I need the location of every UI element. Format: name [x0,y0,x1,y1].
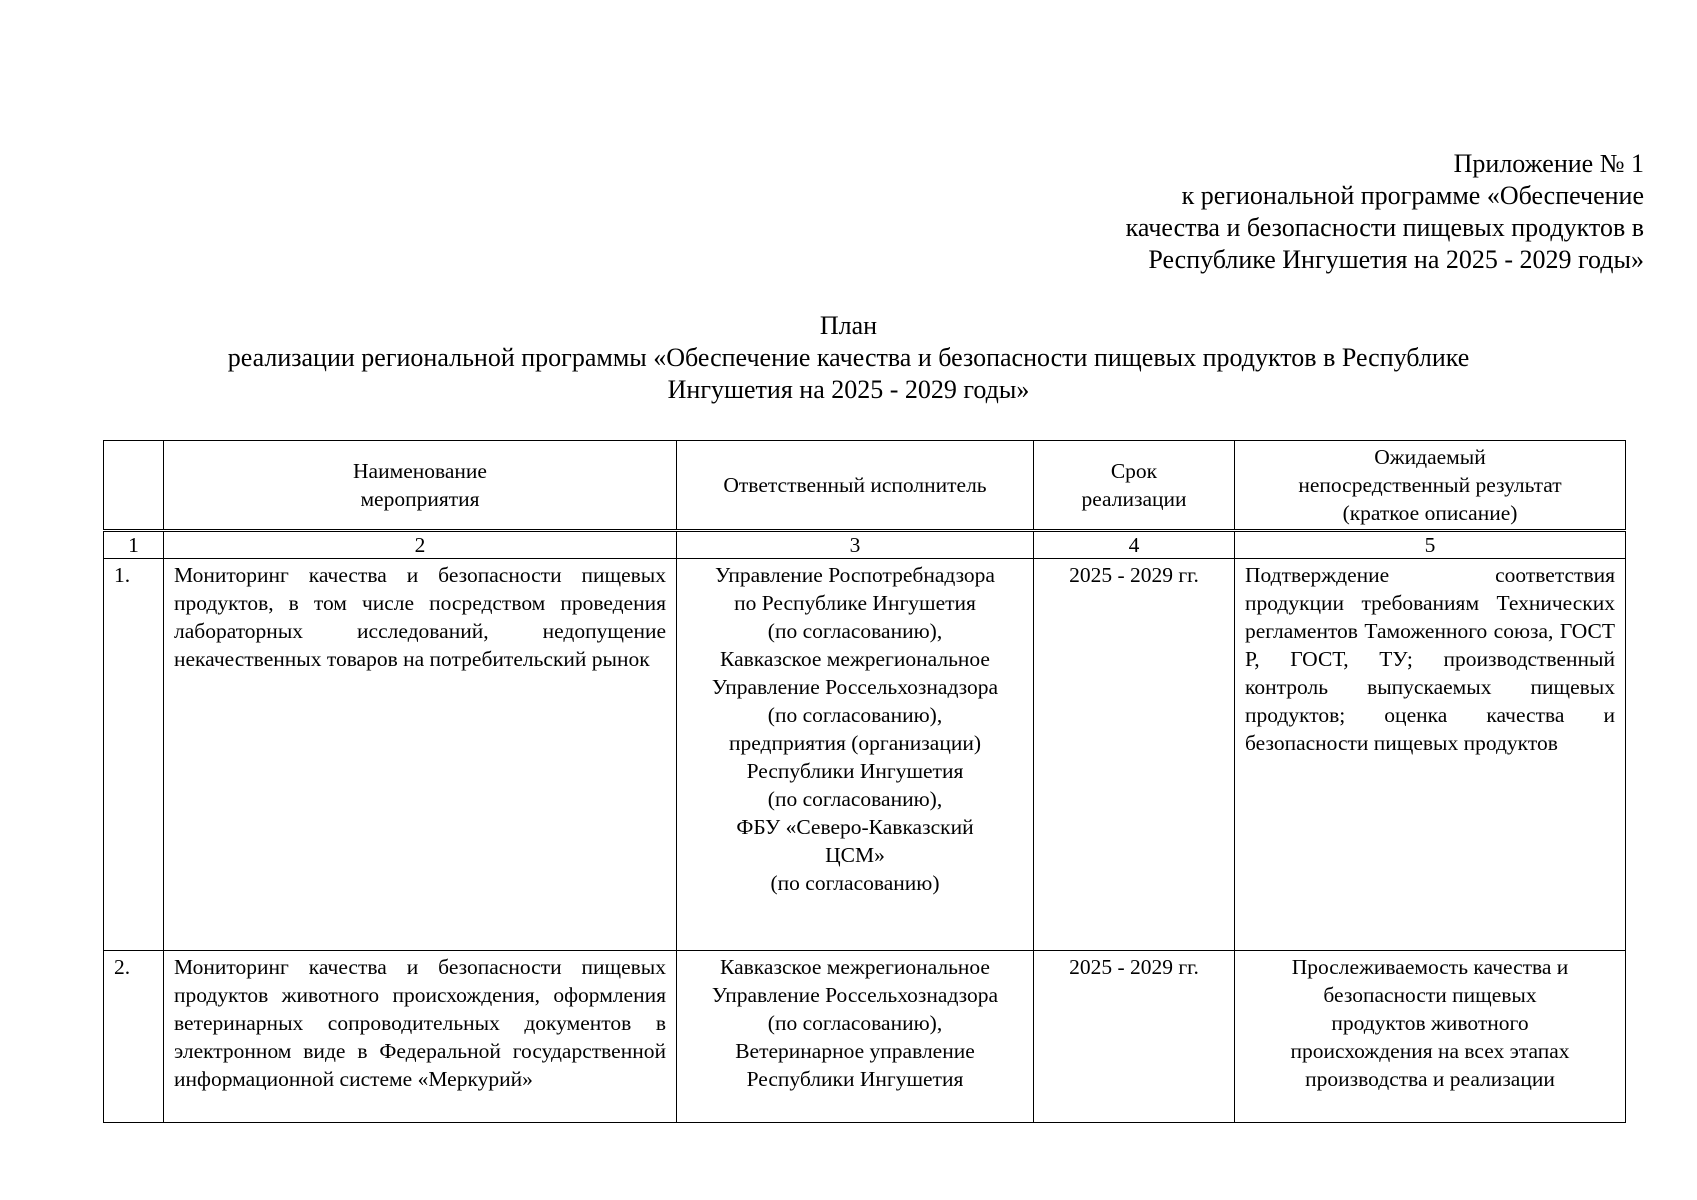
appendix-line: качества и безопасности пищевых продуктов в [1125,213,1644,242]
plan-title [0,310,1697,406]
executor-line: (по согласованию), [767,619,943,643]
column-number: 2 [164,531,677,559]
header-term-line: реализации [1081,487,1187,511]
result-line: Прослеживаемость качества и [1291,955,1569,979]
result-line: продуктов животного [1331,1011,1529,1035]
row-result: Подтверждение соответствия продукции требованиям Технических регламентов Таможенного союза, ГОСТ Р, ГОСТ, ТУ; производственный контроль выпускаемых пищевых продуктов; оценка качества и безопасности пищевых продуктов [1235,559,1626,951]
appendix-line: Республике Ингушетия на 2025 - 2029 годы» [1148,245,1644,274]
table-header-row [104,441,1626,531]
row-executor [677,951,1034,1123]
executor-line: по Республике Ингушетия [734,591,976,615]
header-name-line: Наименование [353,459,487,483]
appendix-line: Приложение № 1 [1453,149,1644,178]
executor-line: ФБУ «Северо-Кавказский [736,815,974,839]
header-term [1034,441,1235,531]
header-name-line: мероприятия [360,487,480,511]
header-term-line: Срок [1110,459,1158,483]
row-number: 2. [104,951,164,1123]
executor-line: Кавказское межрегиональное [720,955,990,979]
header-result-line: Ожидаемый [1374,445,1486,469]
plan-table [103,440,1626,1123]
executor-line: Управление Россельхознадзора [711,983,999,1007]
result-line: происхождения на всех этапах [1290,1039,1570,1063]
row-term: 2025 - 2029 гг. [1034,951,1235,1123]
header-executor: Ответственный исполнитель [677,441,1034,531]
row-event-name: Мониторинг качества и безопасности пищевых продуктов, в том числе посредством проведения лабораторных исследований, недопущение некачественных товаров на потребительский рынок [164,559,677,951]
table-row [104,951,1626,1123]
executor-line: Республики Ингушетия [746,759,964,783]
column-number: 1 [104,531,164,559]
table-row [104,559,1626,951]
header-result [1235,441,1626,531]
row-result [1235,951,1626,1123]
row-executor [677,559,1034,951]
header-result-line: непосредственный результат [1298,473,1562,497]
header-number [104,441,164,531]
appendix-line: к региональной программе «Обеспечение [1181,181,1644,210]
result-line: производства и реализации [1305,1067,1555,1091]
executor-line: (по согласованию), [767,703,943,727]
row-event-name: Мониторинг качества и безопасности пищевых продуктов животного происхождения, оформления ветеринарных сопроводительных документов в электронном виде в Федеральной государственной информационной системе «Меркурий» [164,951,677,1123]
result-line: безопасности пищевых [1323,983,1537,1007]
header-name [164,441,677,531]
executor-line: (по согласованию), [767,1011,943,1035]
plan-title-line: Ингушетия на 2025 - 2029 годы» [667,375,1030,404]
column-number: 4 [1034,531,1235,559]
executor-line: Республики Ингушетия [746,1067,964,1091]
executor-line: Управление Россельхознадзора [711,675,999,699]
header-result-line: (краткое описание) [1342,501,1518,525]
column-number-row [104,531,1626,559]
executor-line: Ветеринарное управление [735,1039,975,1063]
column-number: 3 [677,531,1034,559]
column-number: 5 [1235,531,1626,559]
plan-title-line: План [819,311,878,340]
row-term: 2025 - 2029 гг. [1034,559,1235,951]
executor-line: (по согласованию), [767,787,943,811]
executor-line: ЦСМ» [825,843,885,867]
executor-line: Кавказское межрегиональное [720,647,990,671]
plan-title-line: реализации региональной программы «Обеспечение качества и безопасности пищевых продуктов в Республике [227,343,1470,372]
row-number: 1. [104,559,164,951]
executor-line: (по согласованию) [770,871,940,895]
executor-line: предприятия (организации) [728,731,982,755]
executor-line: Управление Роспотребнадзора [715,563,995,587]
appendix-header [1126,148,1644,276]
